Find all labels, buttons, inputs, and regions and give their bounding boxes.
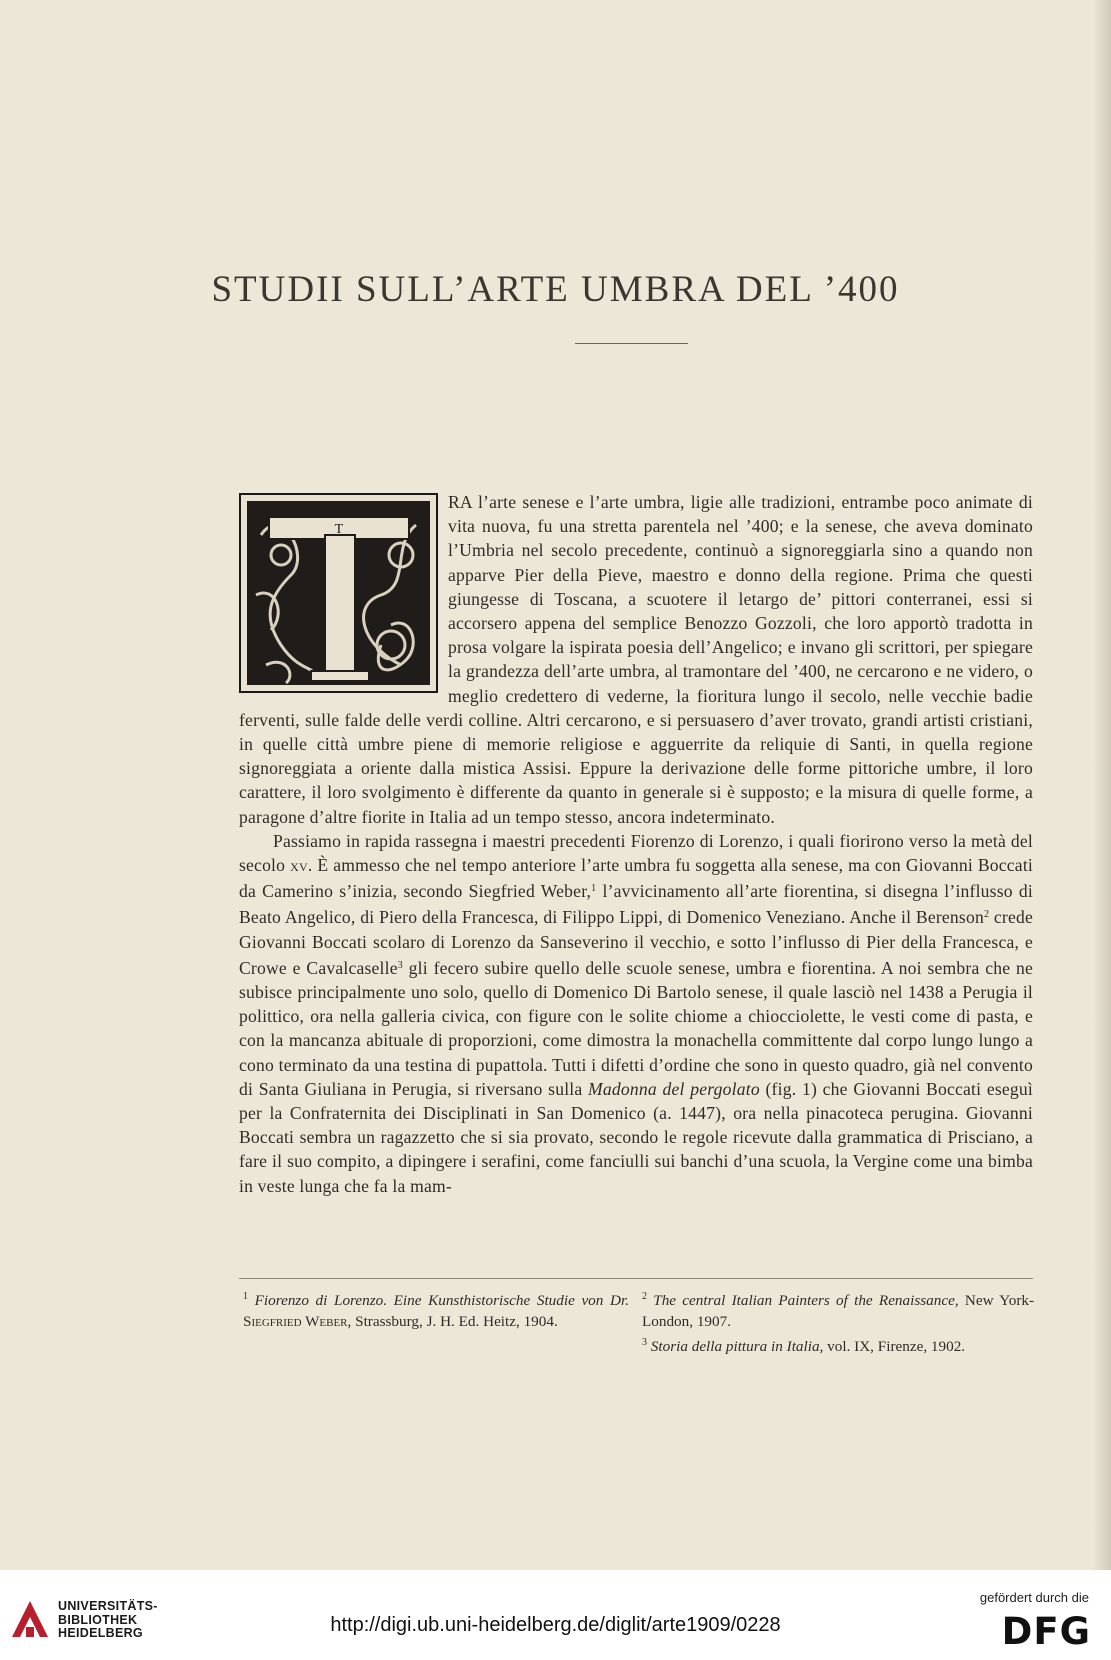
dfg-logo: DFG <box>1001 1610 1091 1653</box>
footnote-1: $^1$ Fiorenzo di Lorenzo. Eine Kunsthistorische Studie von Dr. Siegfried Weber, Strassburg, J. H. Ed. Heitz, 1904. <box>243 1291 629 1330</box>
footnote-ref-3[interactable]: 3 <box>397 959 403 971</box>
initial-letter: T <box>334 522 344 537</box>
paragraph-1: RA l’arte senese e l’arte umbra, ligie alle tradizioni, entrambe poco animate di vita nuova, fu una stretta parentela nel ’400; e la senese, che aveva dominato l’Umbria nel secolo precedente, continuò a signoreggiarla sino a quando non apparve Pier della Pieve, maestro e donno della regione. Prima che questi giungesse di Toscana, a scuotere il letargo de’ pittori conterranei, essi si accorsero appena del semplice Benozzo Gozzoli, che loro apportò tradotta in prosa volgare la ispirata poesia dell’Angelico; e invano gli scrittori, per spiegare la grandezza dell’arte umbra, al tramontare del ’400, ne cercarono e ne videro, o meglio credettero di vederne, la fioritura lungo il secolo, nelle vecchie badie ferventi, sulle falde delle verdi colline. Altri cercarono, e si persuasero d’aver trovato, grandi artisti cristiani, in quelle città umbre piene di memorie religiose e agguerrite da reliquie di Santi, in quella regione signoreggiata a oriente dalla mistica Assisi. Eppure la derivazione delle forme pittoriche umbre, il loro carattere, il loro svolgimento è differente da quanto in generale si è supposto; e la misura di quelle forme, a paragone d’altre fiorite in Italia ad un tempo stesso, ancora indeterminato. <box>239 492 1033 827</box>
decorated-initial <box>239 493 438 693</box>
title-rule <box>575 343 688 344</box>
footnote-ref-1[interactable]: 1 <box>591 883 597 895</box>
funding-caption: gefördert durch die <box>979 1590 1089 1605</box>
article-body <box>239 490 1033 1198</box>
footnote-rule <box>239 1278 1033 1279</box>
footnote-ref-2[interactable]: 2 <box>983 909 990 921</box>
paragraph-2: Passiamo in rapida rassegna i maestri precedenti Fiorenzo di Lorenzo, i quali fiorirono verso la metà del secolo xv. È ammesso che nel tempo anteriore l’arte umbra fu soggetta alla senese, ma con Giovanni Boccati da Camerino s’inizia, secondo Siegfried Weber,$^1$ l’avvicinamento all’arte fiorentina, si disegna l’influsso di Beato Angelico, di Piero della Francesca, di Filippo Lippi, di Domenico Veneziano. Anche il Berenson$^2$ crede Giovanni Boccati scolaro di Lorenzo da Sanseverino il vecchio, e sotto l’influsso di Pier della Francesca, e Crowe e Cavalcaselle$^3$ gli fecero subire quello delle scuole senese, umbra e fiorentina. A noi sembra che ne subisce principalmente uno solo, quello di Domenico Di Bartolo senese, il quale lasciò nel 1438 a Perugia il polittico, ora nella galleria civica, con figure con le solite chiome a chiocciolette, le vesti come di pasta, e con la mancanza abituale di proporzioni, come dimostra la monachella committente dal corpo lungo lungo a cono terminato da una testina di pupattola. Tutti i difetti d’ordine che sono in questo quadro, già nel convento di Santa Giuliana in Perugia, si riversano sulla Madonna del pergolato (fig. 1) che Giovanni Boccati eseguì per la Confraternita dei Disciplinati in San Domenico (a. 1447), ora nella pinacoteca perugina. Giovanni Boccati sembra un ragazzetto che si sia provato, secondo le regole ricevute dalla grammatica di Prisciano, a fare il suo compito, a dipingere i serafini, come fanciulli sui banchi d’una scuola, la Vergine come una bimba in veste lunga che fa la mam- <box>239 830 1034 1196</box>
ornament-initial-icon <box>241 495 436 691</box>
footnote-3: $^3$ Storia della pittura in Italia, vol. IX, Firenze, 1902. <box>642 1337 966 1355</box>
footnotes-2-3 <box>642 1286 1034 1357</box>
footnote-2: $^2$ The central Italian Painters of the Renaissance, New York-London, 1907. <box>642 1291 1035 1330</box>
article-title: STUDII SULL’ARTE UMBRA DEL ’400 <box>211 269 900 310</box>
institution-name: UNIVERSITÄTS- BIBLIOTHEK HEIDELBERG <box>58 1599 158 1640</box>
permalink-url[interactable]: http://digi.ub.uni-heidelberg.de/diglit/arte1909/0228 <box>330 1614 781 1636</box>
